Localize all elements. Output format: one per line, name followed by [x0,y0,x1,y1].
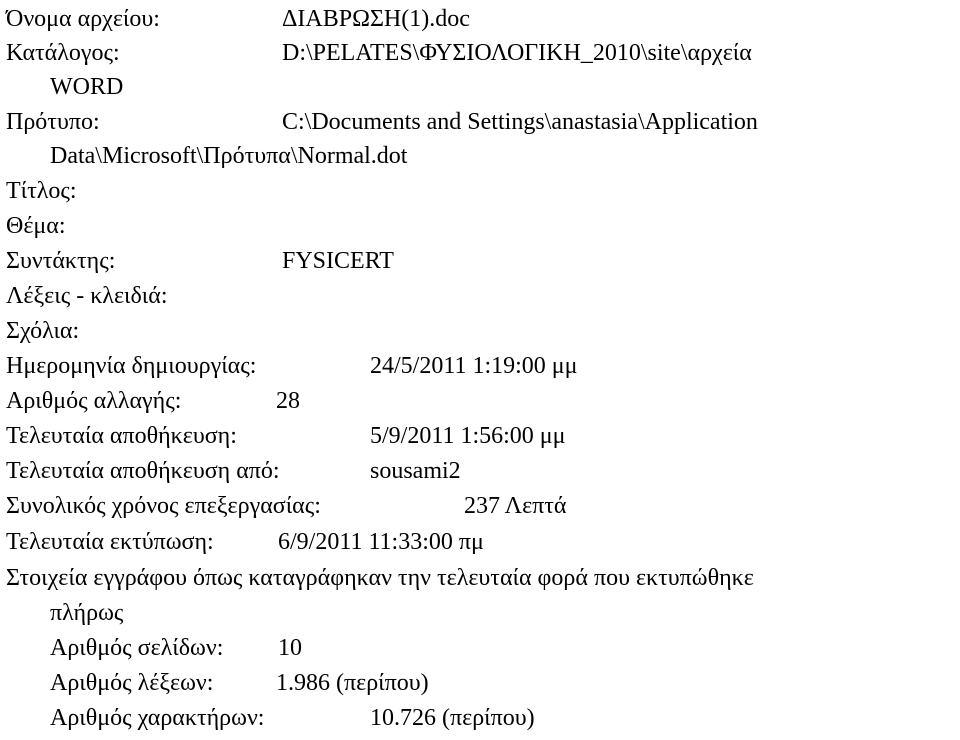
revision-number-label: Αριθμός αλλαγής: [6,388,182,414]
author-value: FYSICERT [282,248,394,274]
statistics-header: Στοιχεία εγγράφου όπως καταγράφηκαν την τελευταία φορά που εκτυπώθηκε [6,565,754,591]
directory-value-continued: WORD [50,74,124,100]
last-printed-value: 6/9/2011 11:33:00 πμ [278,529,484,555]
last-printed-label: Τελευταία εκτύπωση: [6,529,214,555]
directory-row [6,36,752,70]
statistics-header-continued: πλήρως [50,600,124,626]
filename-label: Όνομα αρχείου: [6,6,160,32]
page-count-row [50,631,302,665]
last-saved-row [6,419,566,453]
editing-time-row [6,489,567,523]
author-row [6,244,394,278]
editing-time-value: 237 Λεπτά [464,493,567,519]
filename-row [6,2,470,36]
last-printed-row [6,525,484,559]
revision-number-row [6,384,300,418]
subject-label: Θέμα: [6,213,66,239]
filename-value: ΔΙΑΒΡΩΣΗ(1).doc [282,6,470,32]
page-count-value: 10 [278,635,302,661]
page-count-label: Αριθμός σελίδων: [50,635,224,661]
template-row [6,105,758,139]
word-count-row [50,666,429,700]
last-saved-by-row [6,454,461,488]
directory-value: D:\PELATES\ΦΥΣΙΟΛΟΓΙΚΗ_2010\site\αρχεία [282,40,752,66]
creation-date-label: Ημερομηνία δημιουργίας: [6,353,257,379]
revision-number-value: 28 [276,388,300,414]
keywords-label: Λέξεις - κλειδιά: [6,283,168,309]
subject-row [6,209,66,243]
template-value-continued: Data\Microsoft\Πρότυπα\Normal.dot [50,143,408,169]
editing-time-label: Συνολικός χρόνος επεξεργασίας: [6,493,321,519]
creation-date-row [6,349,578,383]
template-label: Πρότυπο: [6,109,100,135]
last-saved-by-value: sousami2 [370,458,461,484]
last-saved-label: Τελευταία αποθήκευση: [6,423,237,449]
title-row [6,174,77,208]
comments-row [6,314,79,348]
character-count-label: Αριθμός χαρακτήρων: [50,705,265,731]
word-count-label: Αριθμός λέξεων: [50,670,214,696]
author-label: Συντάκτης: [6,248,116,274]
directory-label: Κατάλογος: [6,40,120,66]
template-value: C:\Documents and Settings\anastasia\Application [282,109,758,135]
word-count-value: 1.986 (περίπου) [276,670,429,696]
character-count-value: 10.726 (περίπου) [370,705,535,731]
last-saved-by-label: Τελευταία αποθήκευση από: [6,458,280,484]
keywords-row [6,279,167,313]
last-saved-value: 5/9/2011 1:56:00 μμ [370,423,566,449]
title-label: Τίτλος: [6,178,77,204]
comments-label: Σχόλια: [6,318,80,344]
character-count-row [50,701,535,735]
creation-date-value: 24/5/2011 1:19:00 μμ [370,353,578,379]
